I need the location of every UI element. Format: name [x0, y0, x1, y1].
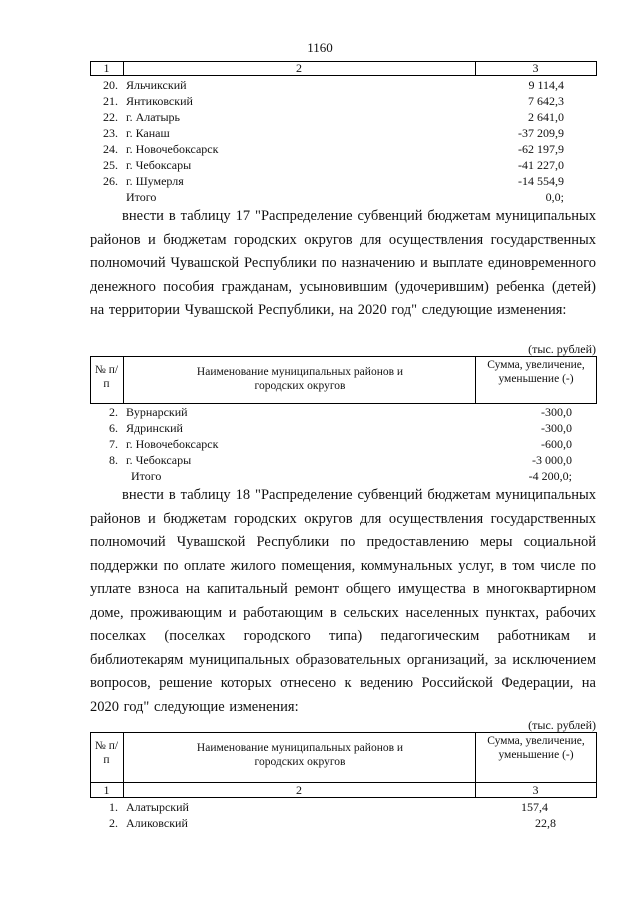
header-name-col: Наименование муниципальных районов и городских округов	[196, 366, 404, 392]
row-value: -300,0	[541, 405, 572, 419]
row-value: 9 114,4	[528, 78, 564, 92]
row-name: Ядринский	[126, 421, 183, 435]
total-value: -4 200,0;	[528, 469, 572, 483]
row-number: 20.	[103, 78, 118, 92]
row-value: 22,8	[535, 816, 556, 830]
row-name: г. Чебоксары	[126, 453, 192, 467]
row-name: г. Алатырь	[126, 110, 181, 124]
total-label: Итого	[126, 190, 157, 204]
row-number: 6.	[109, 421, 118, 435]
row-value: -62 197,9	[518, 142, 564, 156]
paragraph-table-18: внести в таблицу 18 "Распределение субвенций бюджетам муниципальных районов и бюджетам городских округов для осуществления государственных полномочий Чувашской Республики по предоставлению меры социальной поддержки по оплате жилого помещения, коммунальных услуг, в том числе по уплате взноса на капитальный ремонт общего имущества в многоквартирном доме, проживающим и работающим в сельских населенных пунктах, рабочих поселках (поселках городского типа) педагогическим работникам и библиотекарям муниципальных образовательных организаций, за исключением вопросов, решение которых отнесено к ведению Российской Федерации, на 2020 год" следующие изменения:	[90, 487, 596, 715]
row-value: -41 227,0	[518, 158, 564, 172]
row-name: г. Канаш	[126, 126, 170, 140]
unit-label: (тыс. рублей)	[528, 718, 596, 732]
row-value: 157,4	[521, 800, 548, 814]
row-name: г. Новочебоксарск	[126, 142, 219, 156]
row-name: г. Новочебоксарск	[126, 437, 219, 451]
row-number: 2.	[109, 405, 118, 419]
row-name: г. Чебоксары	[126, 158, 192, 172]
paragraph-table-17: внести в таблицу 17 "Распределение субвенций бюджетам муниципальных районов и бюджетам городских округов для осуществления государственных полномочий Чувашской Республики по назначению и выплате единовременного денежного пособия гражданам, усыновившим (удочерившим) ребенка (детей) на территории Чувашской Республики, на 2020 год" следующие изменения:	[90, 208, 596, 318]
row-number: 23.	[103, 126, 118, 140]
header-number-col: № п/п	[94, 740, 119, 766]
row-value: -3 000,0	[532, 453, 572, 467]
table-1-header-col3: 3	[532, 61, 539, 75]
table-1-header-col2: 2	[296, 61, 302, 75]
row-name: Вурнарский	[126, 405, 188, 419]
unit-label: (тыс. рублей)	[528, 342, 596, 356]
row-name: г. Шумерля	[126, 174, 184, 188]
header-num-3: 3	[532, 783, 539, 797]
row-value: -600,0	[541, 437, 572, 451]
row-number: 25.	[103, 158, 118, 172]
row-name: Алатырский	[126, 800, 189, 814]
header-number-col: № п/п	[94, 364, 119, 390]
row-value: -14 554,9	[518, 174, 564, 188]
row-name: Аликовский	[126, 816, 188, 830]
total-label: Итого	[131, 469, 162, 483]
row-number: 26.	[103, 174, 118, 188]
row-value: -300,0	[541, 421, 572, 435]
table-1-header-col1: 1	[103, 61, 110, 75]
row-value: -37 209,9	[518, 126, 564, 140]
row-number: 21.	[103, 94, 118, 108]
row-name: Яльчикский	[126, 78, 187, 92]
page-number: 1160	[307, 40, 333, 55]
total-value: 0,0;	[545, 190, 564, 204]
header-num-2: 2	[296, 783, 302, 797]
row-name: Янтиковский	[126, 94, 193, 108]
row-number: 24.	[103, 142, 118, 156]
header-num-1: 1	[103, 783, 110, 797]
header-name-col: Наименование муниципальных районов и городских округов	[196, 742, 404, 768]
row-number: 7.	[109, 437, 118, 451]
row-number: 22.	[103, 110, 118, 124]
row-number: 1.	[109, 800, 118, 814]
header-sum-col: Сумма, увеличение, уменьшение (-)	[487, 359, 585, 385]
row-value: 7 642,3	[528, 94, 564, 108]
header-sum-col: Сумма, увеличение, уменьшение (-)	[487, 735, 585, 761]
row-number: 8.	[109, 453, 118, 467]
row-number: 2.	[109, 816, 118, 830]
row-value: 2 641,0	[528, 110, 564, 124]
